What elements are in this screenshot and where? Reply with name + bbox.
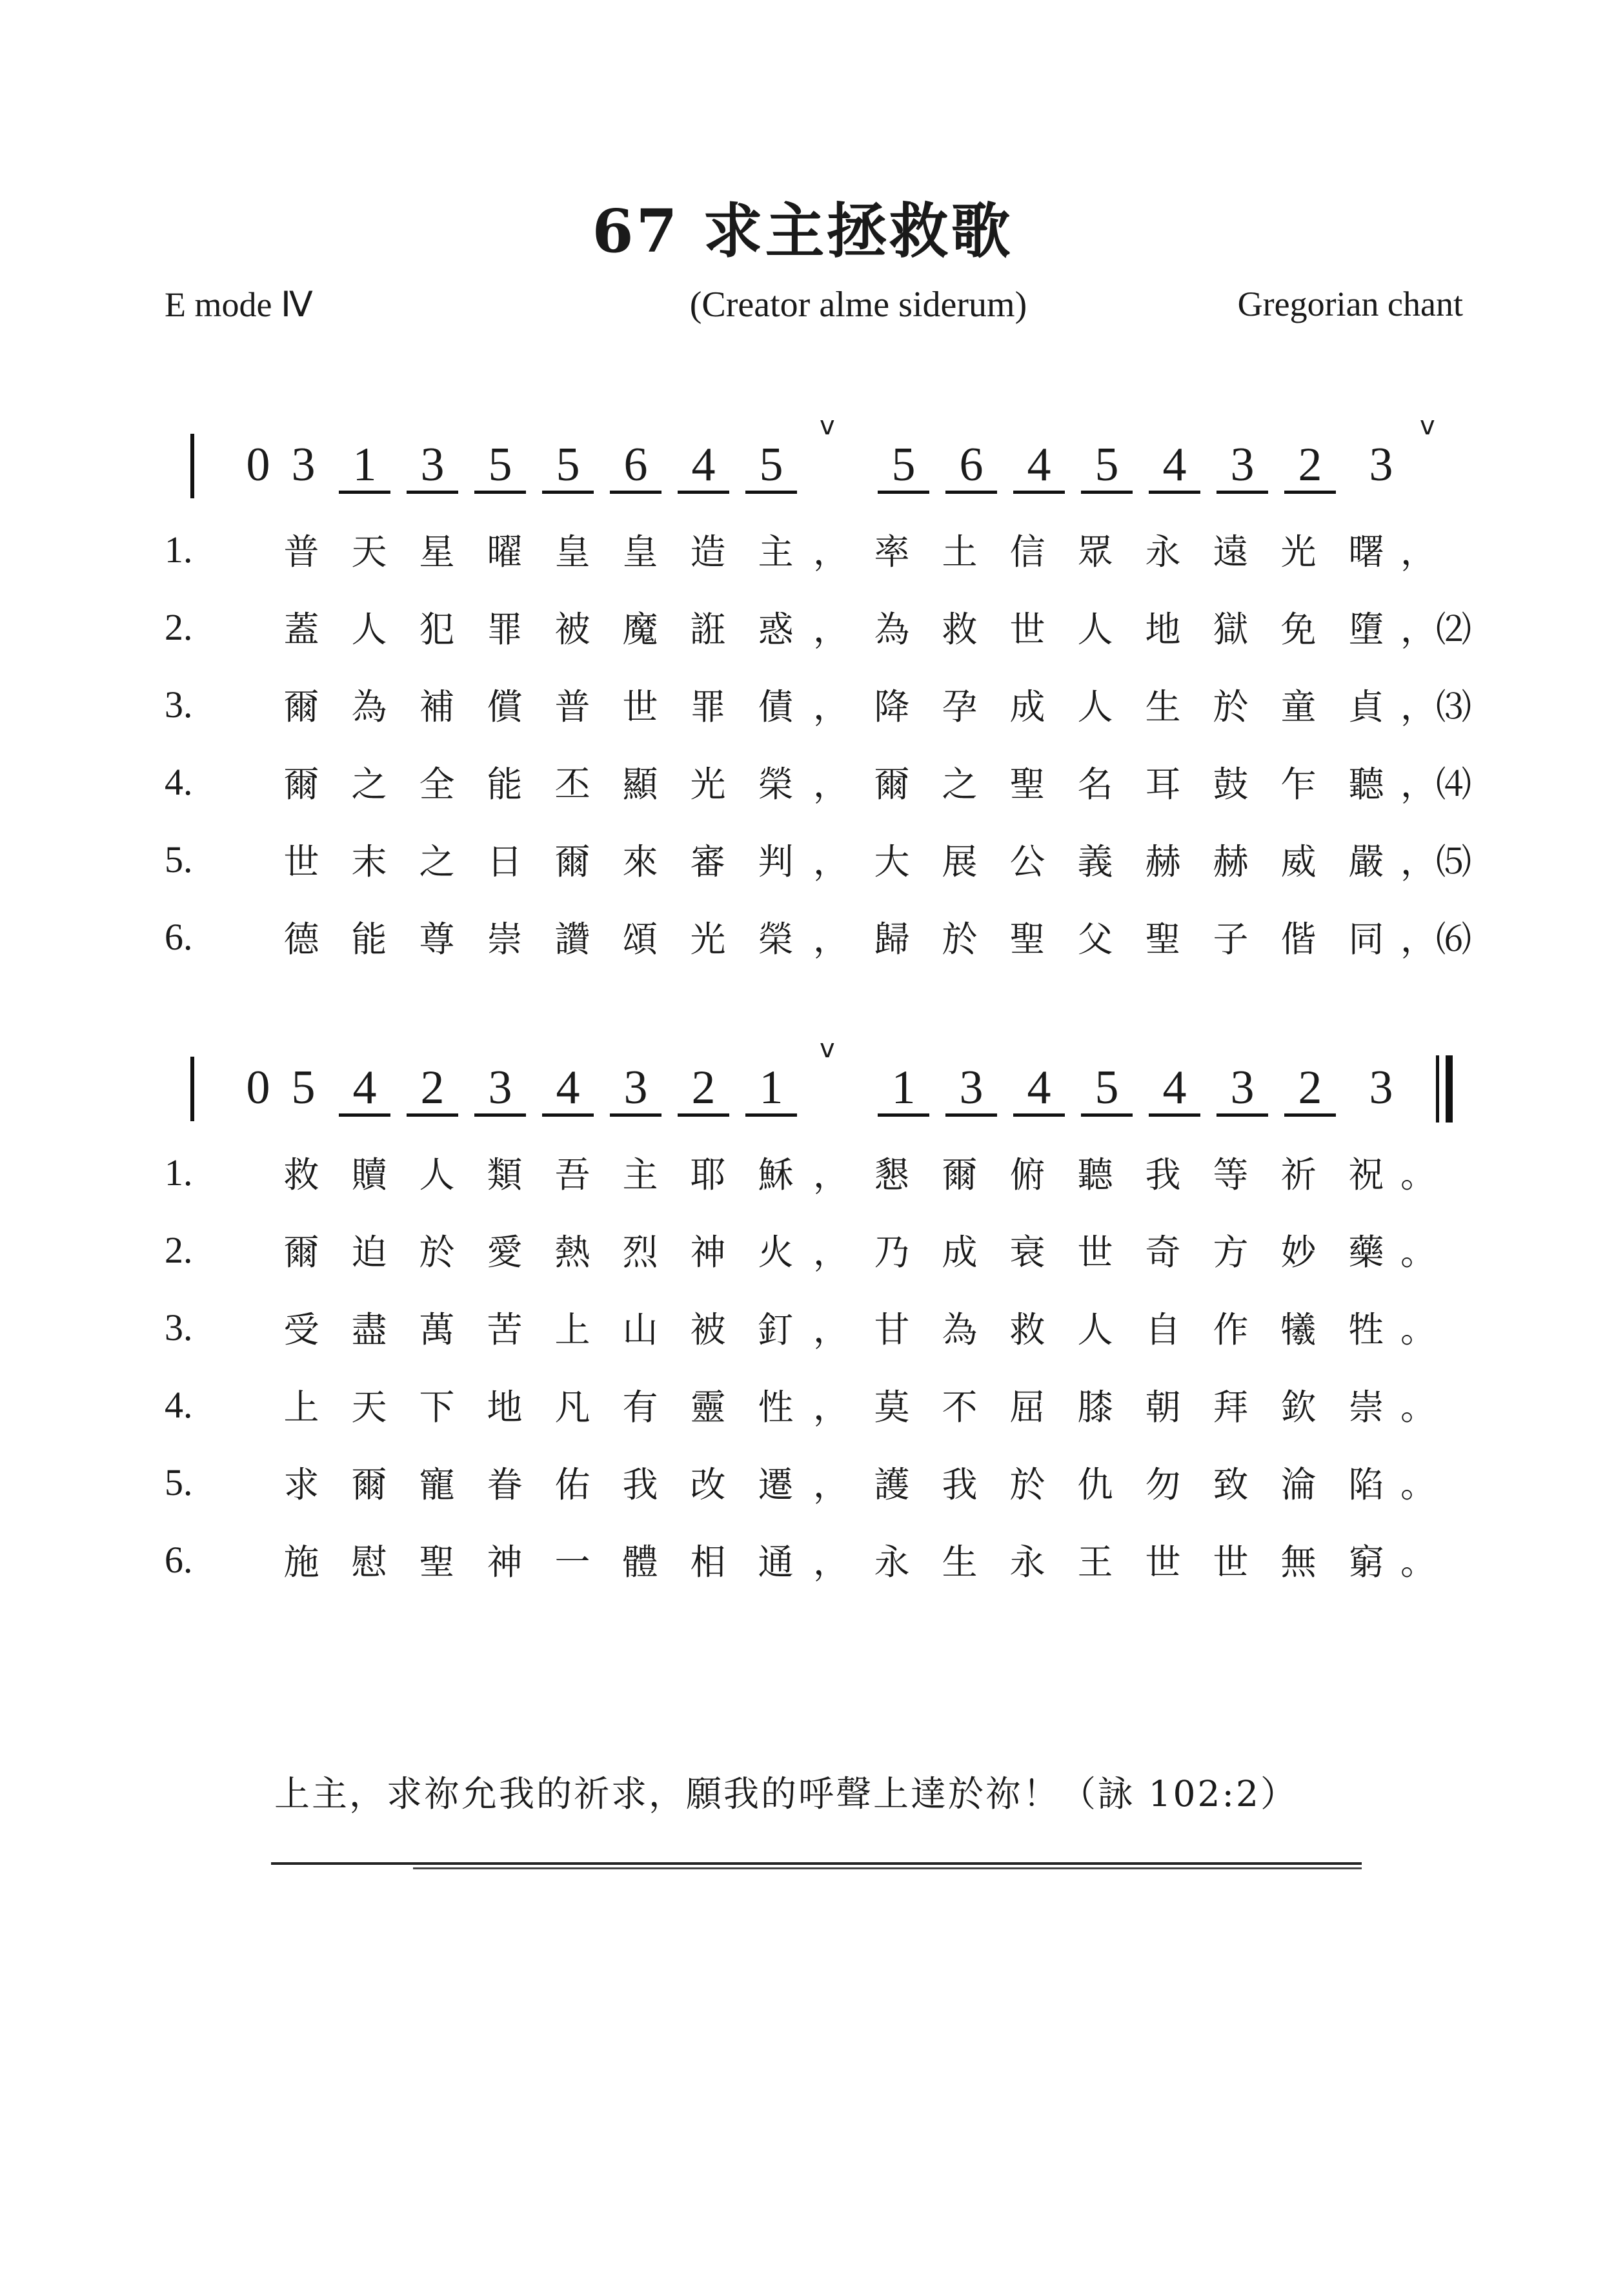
verse-ending: 。 (1400, 1309, 1437, 1350)
lyric-char: 之 (351, 764, 387, 805)
lyric-char: 於 (419, 1232, 455, 1273)
lyric-comma: ， (813, 841, 849, 882)
lyric-comma: ， (813, 1232, 849, 1273)
lyric-char: 債 (758, 686, 794, 727)
lyric-char: 致 (1213, 1464, 1249, 1505)
lyric-char: 墮 (1348, 609, 1384, 650)
lyric-char: 被 (690, 1309, 726, 1350)
lyric-char: 方 (1213, 1232, 1249, 1273)
lyric-char: 率 (874, 531, 910, 573)
note: 0 (246, 438, 270, 491)
lyric-char: 神 (690, 1232, 726, 1273)
lyric-char: 崇 (487, 919, 523, 960)
lyric-char: 一 (554, 1541, 591, 1583)
lyric-comma: ， (813, 1309, 849, 1350)
lyric-char: 爾 (351, 1464, 387, 1505)
lyric-char: 等 (1213, 1154, 1249, 1195)
lyric-char: 乍 (1280, 764, 1317, 805)
note: 4 (1013, 439, 1065, 494)
lyric-char: 於 (942, 919, 978, 960)
lyric-char: 人 (351, 609, 387, 650)
verse-ending: ，⑷ (1400, 764, 1472, 805)
lyric-char: 陷 (1348, 1464, 1384, 1505)
lyric-char: 甘 (874, 1309, 910, 1350)
lyric-char: 為 (942, 1309, 978, 1350)
lyric-char: 生 (1145, 686, 1181, 727)
lyric-char: 穌 (758, 1154, 794, 1195)
verse-number: 4. (165, 761, 193, 803)
lyric-char: 降 (874, 686, 910, 727)
breath-mark: v (820, 1034, 835, 1064)
lyric-char: 償 (487, 686, 523, 727)
note: 1 (878, 1062, 929, 1117)
lyric-char: 俯 (1009, 1154, 1045, 1195)
lyric-char: 頌 (622, 919, 658, 960)
note: 2 (407, 1062, 458, 1117)
lyric-char: 顯 (622, 764, 658, 805)
lyric-char: 皇 (622, 531, 658, 573)
lyric-char: 信 (1009, 531, 1045, 573)
lyric-char: 日 (487, 841, 523, 882)
lyric-char: 展 (942, 841, 978, 882)
lyric-char: 於 (1009, 1464, 1045, 1505)
divider-line-lower (413, 1867, 1362, 1869)
lyric-char: 惑 (758, 609, 794, 650)
verse-number: 5. (165, 1461, 193, 1503)
lyric-char: 體 (622, 1541, 658, 1583)
lyric-char: 於 (1213, 686, 1249, 727)
note: 3 (1216, 1062, 1268, 1117)
lyric-char: 朝 (1145, 1387, 1181, 1428)
lyric-char: 妙 (1280, 1232, 1317, 1273)
lyric-char: 人 (1077, 609, 1113, 650)
lyric-char: 自 (1145, 1309, 1181, 1350)
lyric-char: 父 (1077, 919, 1113, 960)
lyric-char: 通 (758, 1541, 794, 1583)
note: 1 (339, 439, 390, 494)
lyric-char: 下 (419, 1387, 455, 1428)
lyric-char: 膝 (1077, 1387, 1113, 1428)
lyric-char: 補 (419, 686, 455, 727)
lyric-char: 主 (622, 1154, 658, 1195)
lyric-char: 佑 (554, 1464, 591, 1505)
mode-label: E mode Ⅳ (165, 285, 313, 324)
verse-number: 2. (165, 1229, 193, 1271)
lyric-char: 星 (419, 531, 455, 573)
lyric-comma: ， (813, 1387, 849, 1428)
lyric-char: 作 (1213, 1309, 1249, 1350)
lyric-char: 天 (351, 531, 387, 573)
lyric-char: 世 (283, 841, 319, 882)
lyric-char: 人 (419, 1154, 455, 1195)
scripture-quote: 上主，求祢允我的祈求，願我的呼聲上達於祢！（詠 102:2） (274, 1773, 1298, 1814)
note: 4 (678, 439, 729, 494)
lyric-char: 施 (283, 1541, 319, 1583)
lyric-char: 世 (622, 686, 658, 727)
lyric-char: 慰 (351, 1541, 387, 1583)
lyric-char: 普 (554, 686, 591, 727)
lyric-char: 吾 (554, 1154, 591, 1195)
verse-number: 6. (165, 1539, 193, 1581)
lyric-char: 我 (1145, 1154, 1181, 1195)
lyric-char: 牲 (1348, 1309, 1384, 1350)
verse-number: 2. (165, 606, 193, 648)
lyric-char: 造 (690, 531, 726, 573)
lyric-char: 赫 (1213, 841, 1249, 882)
lyric-char: 崇 (1348, 1387, 1384, 1428)
verse-ending: ，⑹ (1400, 919, 1472, 960)
lyric-char: 贖 (351, 1154, 387, 1195)
lyric-char: 土 (942, 531, 978, 573)
note: 3 (1369, 438, 1393, 491)
lyric-char: 人 (1077, 686, 1113, 727)
lyric-char: 聖 (419, 1541, 455, 1583)
lyric-char: 光 (1280, 531, 1317, 573)
lyric-char: 相 (690, 1541, 726, 1583)
lyric-char: 聖 (1009, 919, 1045, 960)
lyric-comma: ， (813, 1154, 849, 1195)
note: 4 (542, 1062, 594, 1117)
lyric-char: 世 (1145, 1541, 1181, 1583)
note: 5 (745, 439, 797, 494)
lyric-char: 同 (1348, 919, 1384, 960)
lyric-char: 奇 (1145, 1232, 1181, 1273)
verse-number: 6. (165, 916, 193, 958)
lyric-char: 苦 (487, 1309, 523, 1350)
lyric-char: 嚴 (1348, 841, 1384, 882)
note: 5 (1081, 439, 1133, 494)
lyric-char: 凡 (554, 1387, 591, 1428)
hymn-title: 67 求主拯救歌 (592, 196, 1013, 266)
lyric-char: 屈 (1009, 1387, 1045, 1428)
lyric-char: 仇 (1077, 1464, 1113, 1505)
lyric-char: 皇 (554, 531, 591, 573)
note: 3 (474, 1062, 526, 1117)
verse-ending: 。 (1400, 1232, 1437, 1273)
lyric-char: 我 (942, 1464, 978, 1505)
note: 4 (1149, 1062, 1200, 1117)
lyric-char: 寵 (419, 1464, 455, 1505)
lyric-char: 犧 (1280, 1309, 1317, 1350)
lyric-char: 罪 (690, 686, 726, 727)
note: 3 (1369, 1061, 1393, 1114)
lyric-char: 衰 (1009, 1232, 1045, 1273)
lyric-char: 主 (758, 531, 794, 573)
lyric-char: 救 (1009, 1309, 1045, 1350)
lyric-char: 判 (758, 841, 794, 882)
lyric-char: 成 (942, 1232, 978, 1273)
note: 5 (1081, 1062, 1133, 1117)
lyric-char: 能 (351, 919, 387, 960)
note: 1 (745, 1062, 797, 1117)
note: 2 (678, 1062, 729, 1117)
lyric-char: 歸 (874, 919, 910, 960)
lyric-char: 眾 (1077, 531, 1113, 573)
note: 5 (474, 439, 526, 494)
lyric-char: 神 (487, 1541, 523, 1583)
lyric-char: 光 (690, 919, 726, 960)
lyric-char: 爾 (554, 841, 591, 882)
lyric-char: 曜 (487, 531, 523, 573)
lyric-char: 無 (1280, 1541, 1317, 1583)
lyric-char: 赫 (1145, 841, 1181, 882)
lyric-char: 鼓 (1213, 764, 1249, 805)
lyric-char: 王 (1077, 1541, 1113, 1583)
lyric-char: 能 (487, 764, 523, 805)
lyric-char: 熱 (554, 1232, 591, 1273)
lyric-char: 曙 (1348, 531, 1384, 573)
lyric-char: 祈 (1280, 1154, 1317, 1195)
lyric-char: 榮 (758, 764, 794, 805)
lyric-char: 迫 (351, 1232, 387, 1273)
lyric-char: 讚 (554, 919, 591, 960)
verse-ending: 。 (1400, 1464, 1437, 1505)
lyric-char: 欽 (1280, 1387, 1317, 1428)
lyric-char: 犯 (419, 609, 455, 650)
lyric-char: 誑 (690, 609, 726, 650)
lyric-char: 藥 (1348, 1232, 1384, 1273)
lyric-comma: ， (813, 609, 849, 650)
lyric-char: 有 (622, 1387, 658, 1428)
note: 4 (1149, 439, 1200, 494)
lyric-comma: ， (813, 686, 849, 727)
lyric-char: 受 (283, 1309, 319, 1350)
start-barline (190, 434, 194, 498)
lyric-char: 乃 (874, 1232, 910, 1273)
lyric-char: 聽 (1348, 764, 1384, 805)
lyric-char: 地 (487, 1387, 523, 1428)
lyric-char: 名 (1077, 764, 1113, 805)
lyric-char: 救 (283, 1154, 319, 1195)
lyric-char: 淪 (1280, 1464, 1317, 1505)
lyric-char: 遠 (1213, 531, 1249, 573)
lyric-char: 成 (1009, 686, 1045, 727)
lyric-char: 爾 (874, 764, 910, 805)
lyric-char: 為 (874, 609, 910, 650)
lyric-char: 爾 (283, 1232, 319, 1273)
note: 3 (610, 1062, 661, 1117)
note: 3 (291, 438, 316, 491)
lyric-char: 末 (351, 841, 387, 882)
note: 6 (945, 439, 997, 494)
lyric-char: 烈 (622, 1232, 658, 1273)
lyric-char: 山 (622, 1309, 658, 1350)
lyric-char: 尊 (419, 919, 455, 960)
lyric-char: 永 (1009, 1541, 1045, 1583)
lyric-comma: ， (813, 531, 849, 573)
lyric-char: 聖 (1145, 919, 1181, 960)
lyric-char: 耳 (1145, 764, 1181, 805)
note: 6 (610, 439, 661, 494)
breath-mark: v (820, 411, 835, 441)
note: 2 (1284, 1062, 1336, 1117)
lyric-char: 永 (1145, 531, 1181, 573)
lyric-char: 萬 (419, 1309, 455, 1350)
lyric-char: 改 (690, 1464, 726, 1505)
lyric-char: 偕 (1280, 919, 1317, 960)
lyric-char: 普 (283, 531, 319, 573)
lyric-char: 之 (942, 764, 978, 805)
lyric-char: 類 (487, 1154, 523, 1195)
lyric-char: 聖 (1009, 764, 1045, 805)
note: 4 (1013, 1062, 1065, 1117)
verse-ending: 。 (1400, 1154, 1437, 1195)
lyric-char: 靈 (690, 1387, 726, 1428)
start-barline (190, 1057, 194, 1121)
final-barline-thick (1446, 1055, 1453, 1123)
note: 5 (291, 1061, 316, 1114)
lyric-char: 免 (1280, 609, 1317, 650)
lyric-char: 丕 (554, 764, 591, 805)
verse-number: 1. (165, 1152, 193, 1194)
lyric-char: 魔 (622, 609, 658, 650)
note: 4 (339, 1062, 390, 1117)
verse-ending: ，⑵ (1400, 609, 1472, 650)
lyric-char: 大 (874, 841, 910, 882)
verse-ending: ，⑸ (1400, 841, 1472, 882)
lyric-char: 被 (554, 609, 591, 650)
lyric-char: 世 (1077, 1232, 1113, 1273)
lyric-char: 勿 (1145, 1464, 1181, 1505)
lyric-char: 拜 (1213, 1387, 1249, 1428)
lyric-char: 永 (874, 1541, 910, 1583)
verse-ending: 。 (1400, 1541, 1437, 1583)
lyric-char: 全 (419, 764, 455, 805)
lyric-char: 罪 (487, 609, 523, 650)
lyric-char: 榮 (758, 919, 794, 960)
divider-line (271, 1862, 1362, 1865)
lyric-char: 上 (283, 1387, 319, 1428)
lyric-char: 懇 (874, 1154, 910, 1195)
lyric-char: 窮 (1348, 1541, 1384, 1583)
verse-number: 5. (165, 838, 193, 880)
lyric-char: 子 (1213, 919, 1249, 960)
lyric-char: 世 (1009, 609, 1045, 650)
note: 3 (1216, 439, 1268, 494)
lyric-char: 火 (758, 1232, 794, 1273)
lyric-char: 祝 (1348, 1154, 1384, 1195)
lyric-char: 救 (942, 609, 978, 650)
lyric-char: 世 (1213, 1541, 1249, 1583)
lyric-comma: ， (813, 1464, 849, 1505)
lyric-char: 不 (942, 1387, 978, 1428)
lyric-char: 爾 (942, 1154, 978, 1195)
lyric-char: 莫 (874, 1387, 910, 1428)
lyric-char: 爾 (283, 686, 319, 727)
verse-number: 1. (165, 529, 193, 571)
note: 2 (1284, 439, 1336, 494)
lyric-char: 耶 (690, 1154, 726, 1195)
lyric-char: 遷 (758, 1464, 794, 1505)
lyric-char: 性 (758, 1387, 794, 1428)
lyric-char: 貞 (1348, 686, 1384, 727)
note: 5 (878, 439, 929, 494)
tune-name: (Creator alme siderum) (689, 285, 1027, 325)
lyric-char: 護 (874, 1464, 910, 1505)
lyric-char: 孕 (942, 686, 978, 727)
lyric-char: 公 (1009, 841, 1045, 882)
verse-ending: ， (1400, 531, 1437, 573)
lyric-char: 之 (419, 841, 455, 882)
lyric-comma: ， (813, 1541, 849, 1583)
lyric-char: 爾 (283, 764, 319, 805)
lyric-char: 威 (1280, 841, 1317, 882)
lyric-char: 我 (622, 1464, 658, 1505)
lyric-char: 光 (690, 764, 726, 805)
lyric-char: 人 (1077, 1309, 1113, 1350)
lyric-char: 來 (622, 841, 658, 882)
note: 3 (407, 439, 458, 494)
verse-number: 4. (165, 1384, 193, 1426)
lyric-comma: ， (813, 764, 849, 805)
verse-ending: 。 (1400, 1387, 1437, 1428)
source-label: Gregorian chant (1237, 285, 1463, 323)
lyric-char: 獄 (1213, 609, 1249, 650)
breath-mark: v (1420, 411, 1435, 441)
lyric-char: 上 (554, 1309, 591, 1350)
note: 3 (945, 1062, 997, 1117)
lyric-char: 審 (690, 841, 726, 882)
lyric-char: 盡 (351, 1309, 387, 1350)
lyric-char: 童 (1280, 686, 1317, 727)
lyric-char: 蓋 (283, 609, 319, 650)
note: 0 (246, 1061, 270, 1114)
lyric-char: 釘 (758, 1309, 794, 1350)
lyric-comma: ， (813, 919, 849, 960)
lyric-char: 求 (283, 1464, 319, 1505)
lyric-char: 德 (283, 919, 319, 960)
note: 5 (542, 439, 594, 494)
lyric-char: 眷 (487, 1464, 523, 1505)
lyric-char: 聽 (1077, 1154, 1113, 1195)
lyric-char: 愛 (487, 1232, 523, 1273)
lyric-char: 生 (942, 1541, 978, 1583)
verse-ending: ，⑶ (1400, 686, 1472, 727)
lyric-char: 天 (351, 1387, 387, 1428)
verse-number: 3. (165, 1306, 193, 1348)
lyric-char: 為 (351, 686, 387, 727)
verse-number: 3. (165, 684, 193, 726)
lyric-char: 地 (1145, 609, 1181, 650)
final-barline-thin (1436, 1055, 1439, 1123)
lyric-char: 義 (1077, 841, 1113, 882)
